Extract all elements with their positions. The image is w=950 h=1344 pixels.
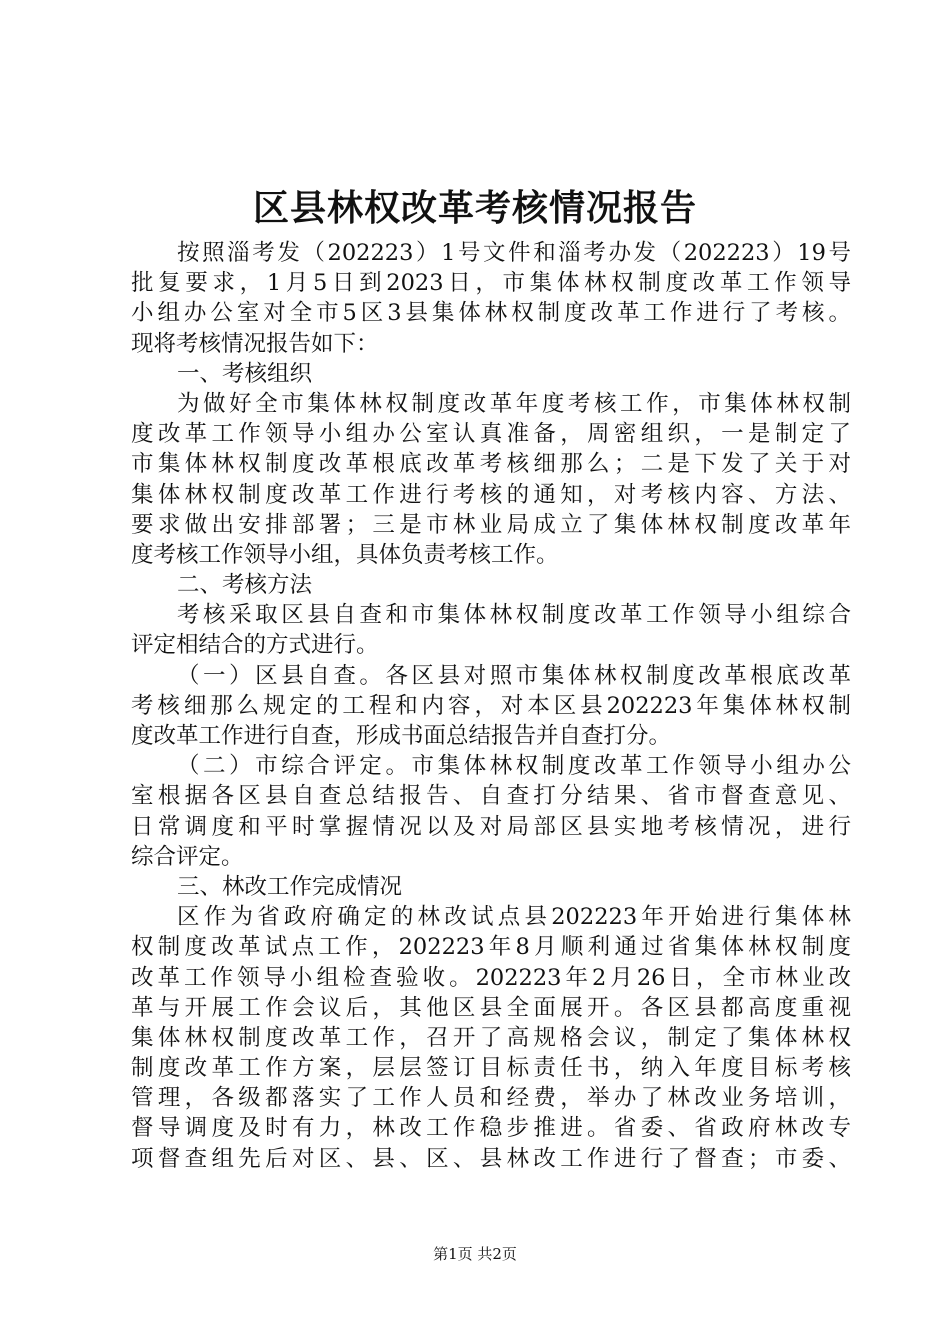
body-line: 一、考核组织 bbox=[177, 360, 313, 387]
body-line: 要求做出安排部署；三是市林业局成立了集体林权制度改革年 bbox=[131, 511, 851, 538]
document-body bbox=[131, 238, 851, 1174]
body-line: 度考核工作领导小组，具体负责考核工作。 bbox=[131, 541, 559, 568]
body-line: 革与开展工作会议后，其他区县全面展开。各区县都高度重视 bbox=[131, 994, 851, 1021]
page-footer: 第1页 共2页 bbox=[433, 1245, 517, 1263]
body-line: 日常调度和平时掌握情况以及对局部区县实地考核情况，进行 bbox=[131, 813, 851, 840]
body-line: 为做好全市集体林权制度改革年度考核工作，市集体林权制 bbox=[177, 390, 851, 417]
body-line: （一）区县自查。各区县对照市集体林权制度改革根底改革 bbox=[177, 662, 851, 689]
body-line: 室根据各区县自查总结报告、自查打分结果、省市督查意见、 bbox=[131, 783, 851, 810]
document-title: 区县林权改革考核情况报告 bbox=[252, 187, 697, 229]
body-line: 项督查组先后对区、县、区、县林改工作进行了督查；市委、 bbox=[131, 1145, 851, 1172]
body-line: 督导调度及时有力，林改工作稳步推进。省委、省政府林改专 bbox=[131, 1115, 851, 1142]
body-line: 综合评定。 bbox=[131, 843, 244, 870]
body-line: 制度改革工作方案，层层签订目标责任书，纳入年度目标考核 bbox=[131, 1055, 851, 1082]
body-line: 二、考核方法 bbox=[177, 572, 313, 599]
body-line: 现将考核情况报告如下： bbox=[131, 330, 379, 357]
body-line: 按照淄考发（202223）1号文件和淄考办发（202223）19号 bbox=[177, 240, 851, 266]
body-line: 考核采取区县自查和市集体林权制度改革工作领导小组综合 bbox=[177, 602, 851, 629]
body-line: 批复要求，1月5日到2023日，市集体林权制度改革工作领导 bbox=[131, 270, 851, 297]
body-line: 集体林权制度改革工作，召开了高规格会议，制定了集体林权 bbox=[131, 1024, 851, 1051]
body-line: 小组办公室对全市5区3县集体林权制度改革工作进行了考核。 bbox=[131, 300, 851, 327]
body-line: 考核细那么规定的工程和内容，对本区县202223年集体林权制 bbox=[131, 692, 851, 719]
body-line: 集体林权制度改革工作进行考核的通知，对考核内容、方法、 bbox=[131, 481, 851, 508]
body-line: （二）市综合评定。市集体林权制度改革工作领导小组办公 bbox=[177, 753, 851, 780]
body-line: 市集体林权制度改革根底改革考核细那么；二是下发了关于对 bbox=[131, 451, 851, 478]
body-line: 区作为省政府确定的林改试点县202223年开始进行集体林 bbox=[177, 904, 851, 931]
body-line: 三、林改工作完成情况 bbox=[177, 873, 403, 900]
body-line: 权制度改革试点工作，202223年8月顺利通过省集体林权制度 bbox=[131, 934, 851, 961]
body-line: 度改革工作进行自查，形成书面总结报告并自查打分。 bbox=[131, 723, 672, 749]
body-line: 评定相结合的方式进行。 bbox=[131, 632, 379, 659]
body-line: 改革工作领导小组检查验收。202223年2月26日，全市林业改 bbox=[131, 964, 851, 991]
body-line: 度改革工作领导小组办公室认真准备，周密组织，一是制定了 bbox=[131, 421, 851, 448]
body-line: 管理，各级都落实了工作人员和经费，举办了林改业务培训， bbox=[131, 1085, 851, 1112]
